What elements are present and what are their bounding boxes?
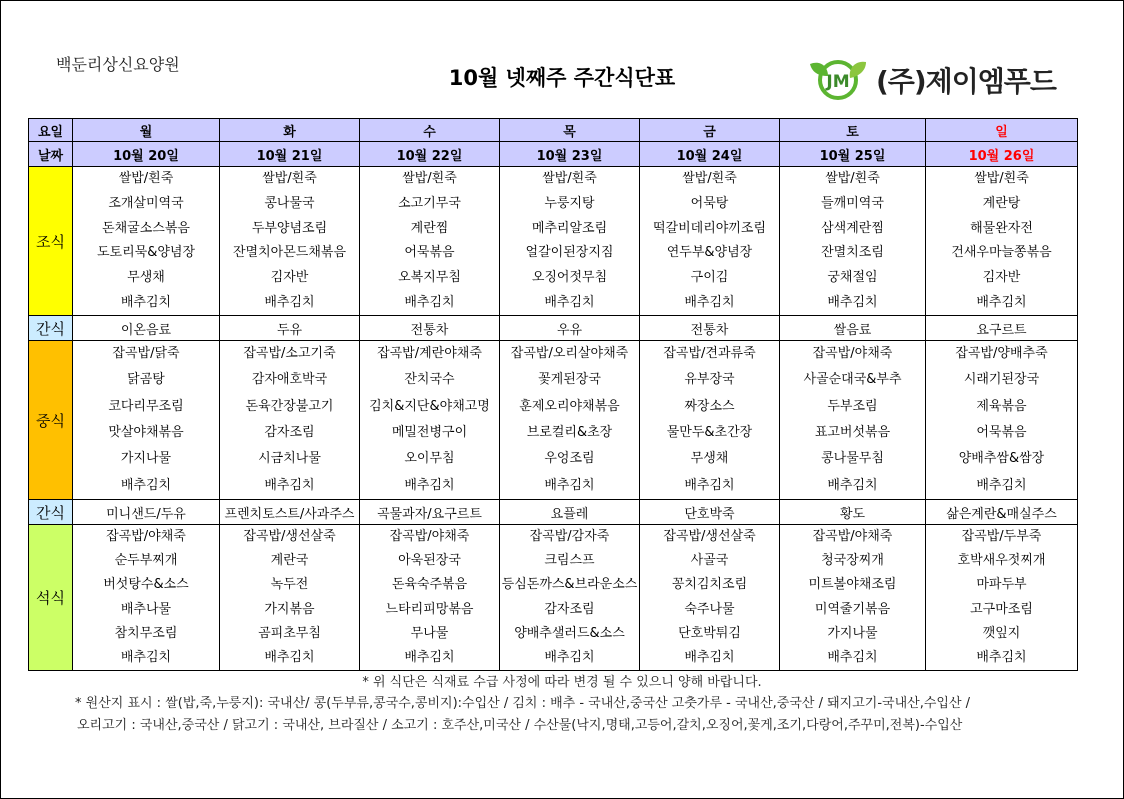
menu-item: 잡곡밥/소고기죽 (243, 346, 336, 362)
menu-item: 잡곡밥/야채죽 (812, 346, 893, 362)
menu-item: 아욱된장국 (398, 553, 461, 569)
menu-item: 두부양념조림 (251, 220, 328, 236)
menu-item: 참치무조림 (114, 625, 178, 641)
menu-item: 배추김치 (684, 649, 735, 665)
menu-item: 감자조림 (264, 425, 315, 441)
snack2-row (29, 500, 1078, 525)
date-cell-sunday: 10월 26일 (926, 142, 1078, 167)
menu-item: 오복지무침 (398, 269, 461, 285)
menu-item: 쌀밥/흰죽 (974, 171, 1029, 187)
date-cell: 10월 20일 (73, 142, 220, 167)
breakfast-cell (500, 167, 640, 316)
menu-item: 오징어젓무침 (531, 269, 608, 285)
menu-item: 소고기무국 (398, 195, 461, 211)
menu-item: 쌀밥/흰죽 (542, 171, 597, 187)
snack2-cell: 단호박죽 (640, 500, 780, 525)
dinner-cell (640, 525, 780, 671)
menu-item: 순두부찌개 (114, 553, 178, 569)
menu-item: 누룽지탕 (544, 195, 595, 211)
menu-item: 무나물 (410, 625, 449, 641)
date-label: 날짜 (29, 142, 73, 167)
menu-item: 단호박튀김 (678, 625, 741, 641)
lunch-label: 중식 (29, 341, 73, 500)
snack1-row (29, 316, 1078, 341)
snack1-cell: 이온음료 (73, 316, 220, 341)
date-cell: 10월 23일 (500, 142, 640, 167)
menu-item: 두부조림 (827, 398, 878, 414)
date-cell: 10월 22일 (360, 142, 500, 167)
svg-text:JM: JM (826, 72, 850, 92)
menu-item: 곰피초무침 (258, 625, 321, 641)
menu-item: 쌀밥/흰죽 (682, 171, 737, 187)
menu-item: 배추김치 (544, 649, 595, 665)
menu-item: 계란탕 (982, 195, 1021, 211)
menu-item: 크림스프 (544, 553, 595, 569)
breakfast-label: 조식 (29, 167, 73, 316)
menu-item: 배추김치 (827, 477, 878, 493)
origin-line-1: * 원산지 표시 : 쌀(밥,죽,누룽지): 국내산/ 콩(두부류,콩국수,콩비지):수입산 / 김치 : 배추 - 국내산,중국산 고춧가루 - 국내산,중국산 / 돼지고기-국내산,수입산 / (75, 696, 971, 711)
menu-item: 배추김치 (544, 477, 595, 493)
menu-item: 고구마조림 (970, 601, 1033, 617)
date-cell: 10월 21일 (220, 142, 360, 167)
menu-item: 훈제오리야채볶음 (519, 398, 620, 414)
menu-item: 어묵볶음 (976, 425, 1027, 441)
snack1-cell: 전통차 (360, 316, 500, 341)
lunch-cell (926, 341, 1078, 500)
menu-item: 잡곡밥/야채죽 (812, 529, 893, 545)
menu-item: 조개살미역국 (108, 195, 184, 211)
menu-item: 김치&지단&야채고명 (369, 398, 490, 414)
menu-item: 김자반 (270, 269, 309, 285)
menu-item: 잡곡밥/닭죽 (112, 346, 180, 362)
menu-item: 우엉조림 (544, 451, 595, 467)
menu-item: 배추김치 (976, 294, 1027, 310)
menu-item: 맛살야채볶음 (108, 425, 184, 441)
dinner-row (29, 525, 1078, 671)
menu-item: 배추김치 (264, 477, 315, 493)
menu-item: 배추김치 (827, 649, 878, 665)
snack1-cell: 우유 (500, 316, 640, 341)
menu-item: 호박새우젓찌개 (957, 553, 1046, 569)
lunch-cell (360, 341, 500, 500)
menu-item: 감자애호박국 (251, 372, 328, 388)
menu-item: 배추나물 (120, 601, 172, 617)
menu-item: 들깨미역국 (821, 195, 884, 211)
menu-item: 쌀밥/흰죽 (402, 171, 457, 187)
menu-item: 배추김치 (120, 649, 172, 665)
logo-text: (주)제이엠푸드 (876, 65, 1056, 98)
menu-item: 미트볼야채조림 (808, 577, 897, 593)
menu-item: 김자반 (982, 269, 1021, 285)
menu-item: 계란찜 (410, 220, 449, 236)
breakfast-cell (640, 167, 780, 316)
menu-item: 배추김치 (976, 649, 1027, 665)
menu-item: 사골국 (690, 553, 729, 569)
company-logo (806, 58, 1056, 102)
breakfast-cell (73, 167, 220, 316)
date-cell: 10월 24일 (640, 142, 780, 167)
menu-item: 잡곡밥/오리살야채죽 (510, 346, 629, 362)
menu-item: 배추김치 (120, 294, 172, 310)
snack2-label: 간식 (29, 500, 73, 525)
menu-item: 오이무침 (404, 451, 455, 467)
menu-item: 사골순대국&부추 (803, 372, 902, 388)
menu-item: 잡곡밥/계란야채죽 (377, 346, 482, 362)
menu-item: 콩나물국 (264, 195, 315, 211)
menu-item: 잡곡밥/생선살죽 (663, 529, 756, 545)
lunch-cell (220, 341, 360, 500)
menu-item: 연두부&양념장 (666, 245, 753, 261)
menu-item: 등심돈까스&브라운소스 (501, 577, 638, 593)
snack1-cell: 쌀음료 (780, 316, 926, 341)
menu-item: 건새우마늘쫑볶음 (951, 245, 1052, 261)
day-thu: 목 (500, 119, 640, 142)
day-header-row (29, 119, 1078, 142)
menu-item: 돈채굴소스볶음 (102, 220, 190, 236)
menu-item: 메밀전병구이 (391, 425, 468, 441)
menu-item: 닭곰탕 (127, 372, 165, 388)
menu-item: 가지나물 (827, 625, 878, 641)
menu-item: 궁채절임 (827, 269, 878, 285)
menu-item: 잡곡밥/생선살죽 (243, 529, 336, 545)
origin-line-2: 오리고기 : 국내산,중국산 / 닭고기 : 국내산, 브라질산 / 소고기 : 호주산,미국산 / 수산물(낙지,명태,고등어,갈치,오징어,꽃게,조기,다랑어,주꾸미,전복)-수입산 (77, 718, 963, 733)
dinner-cell (926, 525, 1078, 671)
dinner-cell (780, 525, 926, 671)
breakfast-cell (780, 167, 926, 316)
date-cell: 10월 25일 (780, 142, 926, 167)
dinner-label: 석식 (29, 525, 73, 671)
menu-item: 돈육숙주볶음 (391, 577, 468, 593)
menu-item: 미역줄기볶음 (814, 601, 891, 617)
origin-notes (75, 693, 970, 737)
menu-item: 잔멸치조림 (821, 245, 884, 261)
menu-item: 해물완자전 (970, 220, 1033, 236)
menu-item: 구이김 (690, 269, 729, 285)
menu-item: 잡곡밥/양배추죽 (955, 346, 1048, 362)
day-wed: 수 (360, 119, 500, 142)
menu-item: 배추김치 (264, 294, 315, 310)
day-mon: 월 (73, 119, 220, 142)
lunch-row (29, 341, 1078, 500)
menu-item: 쌀밥/흰죽 (262, 171, 317, 187)
menu-item: 잔멸치아몬드채볶음 (232, 245, 347, 261)
menu-item: 유부장국 (684, 372, 735, 388)
menu-item: 제육볶음 (976, 398, 1027, 414)
menu-item: 감자조림 (544, 601, 595, 617)
menu-item: 시금치나물 (258, 451, 321, 467)
lunch-cell (73, 341, 220, 500)
snack1-cell: 전통차 (640, 316, 780, 341)
menu-item: 잔치국수 (404, 372, 455, 388)
menu-item: 삼색계란찜 (821, 220, 884, 236)
lunch-cell (780, 341, 926, 500)
menu-item: 떡갈비데리야끼조림 (652, 220, 767, 236)
menu-item: 배추김치 (827, 294, 878, 310)
leaf-logo-icon (806, 58, 870, 102)
menu-item: 배추김치 (264, 649, 315, 665)
page-title: 10월 넷째주 주간식단표 (448, 66, 676, 90)
snack2-cell: 요플레 (500, 500, 640, 525)
menu-item: 잡곡밥/야채죽 (106, 529, 186, 545)
menu-item: 무생채 (690, 451, 729, 467)
menu-item: 버섯탕수&소스 (103, 577, 189, 593)
menu-item: 잡곡밥/감자죽 (529, 529, 610, 545)
menu-item: 메추리알조림 (531, 220, 608, 236)
menu-item: 도토리묵&양념장 (96, 245, 196, 261)
snack2-cell: 프렌치토스트/사과주스 (220, 500, 360, 525)
weekly-menu-table (28, 118, 1078, 671)
date-row (29, 142, 1078, 167)
menu-item: 잡곡밥/두부죽 (961, 529, 1042, 545)
menu-item: 코다리무조림 (108, 398, 184, 414)
menu-item: 배추김치 (544, 294, 595, 310)
snack1-label: 간식 (29, 316, 73, 341)
snack2-cell: 미니샌드/두유 (73, 500, 220, 525)
notice-text: * 위 식단은 식재료 수급 사정에 따라 변경 될 수 있으니 양해 바랍니다. (362, 675, 762, 690)
breakfast-cell (926, 167, 1078, 316)
menu-item: 배추김치 (404, 477, 455, 493)
dinner-cell (220, 525, 360, 671)
day-sun: 일 (926, 119, 1078, 142)
menu-item: 배추김치 (404, 294, 455, 310)
breakfast-row (29, 167, 1078, 316)
menu-item: 무생채 (127, 269, 165, 285)
breakfast-cell (360, 167, 500, 316)
menu-item: 깻잎지 (982, 625, 1021, 641)
snack2-cell: 황도 (780, 500, 926, 525)
menu-item: 콩나물무침 (821, 451, 884, 467)
dinner-cell (73, 525, 220, 671)
menu-item: 돈육간장불고기 (245, 398, 334, 414)
menu-item: 배추김치 (684, 477, 735, 493)
day-sat: 토 (780, 119, 926, 142)
menu-item: 표고버섯볶음 (814, 425, 891, 441)
day-fri: 금 (640, 119, 780, 142)
dinner-cell (500, 525, 640, 671)
menu-item: 배추김치 (404, 649, 455, 665)
menu-item: 쌀밥/흰죽 (825, 171, 880, 187)
day-label: 요일 (29, 119, 73, 142)
snack2-cell: 삶은계란&매실주스 (926, 500, 1078, 525)
menu-item: 어묵탕 (690, 195, 729, 211)
menu-item: 녹두전 (270, 577, 309, 593)
menu-item: 청국장찌개 (821, 553, 884, 569)
menu-item: 배추김치 (684, 294, 735, 310)
menu-item: 브로컬리&초장 (526, 425, 613, 441)
menu-item: 양배추쌈&쌈장 (958, 451, 1045, 467)
lunch-cell (640, 341, 780, 500)
day-tue: 화 (220, 119, 360, 142)
org-name: 백둔리상신요양원 (56, 55, 180, 74)
snack1-cell: 두유 (220, 316, 360, 341)
menu-item: 시래기된장국 (963, 372, 1040, 388)
menu-item: 가지나물 (120, 451, 172, 467)
menu-item: 마파두부 (976, 577, 1027, 593)
dinner-cell (360, 525, 500, 671)
snack1-cell: 요구르트 (926, 316, 1078, 341)
menu-item: 숙주나물 (684, 601, 735, 617)
lunch-cell (500, 341, 640, 500)
menu-item: 배추김치 (976, 477, 1027, 493)
snack2-cell: 곡물과자/요구르트 (360, 500, 500, 525)
menu-item: 얼갈이된장지짐 (525, 245, 614, 261)
menu-item: 꽃게된장국 (538, 372, 601, 388)
menu-item: 쌀밥/흰죽 (118, 171, 174, 187)
menu-item: 짜장소스 (684, 398, 735, 414)
menu-item: 계란국 (270, 553, 309, 569)
menu-item: 잡곡밥/야채죽 (389, 529, 470, 545)
breakfast-cell (220, 167, 360, 316)
menu-item: 양배추샐러드&소스 (514, 625, 625, 641)
menu-item: 물만두&초간장 (666, 425, 753, 441)
menu-item: 어묵볶음 (404, 245, 455, 261)
menu-item: 잡곡밥/견과류죽 (663, 346, 756, 362)
menu-item: 배추김치 (120, 477, 172, 493)
menu-item: 느타리피망볶음 (385, 601, 474, 617)
menu-item: 가지볶음 (264, 601, 315, 617)
menu-item: 꽁치김치조림 (671, 577, 748, 593)
